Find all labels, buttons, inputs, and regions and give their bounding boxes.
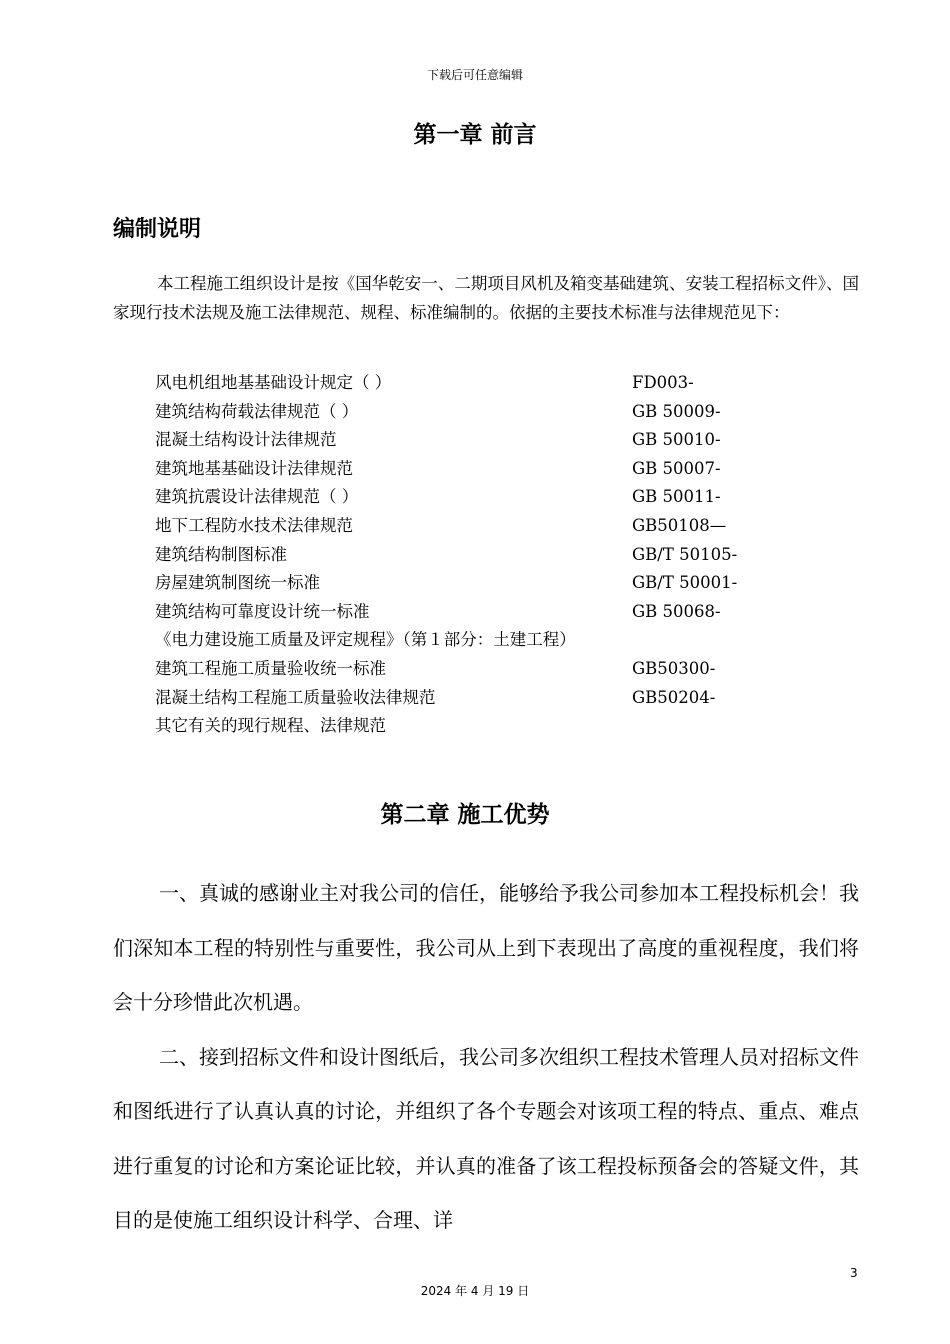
standard-code: GB 50010- (632, 430, 721, 450)
standard-row (155, 712, 855, 741)
standard-code: GB 50068- (632, 601, 721, 621)
standard-name: 地下工程防水技术法律规范 (155, 515, 353, 535)
standard-code: GB50300- (632, 658, 716, 678)
standard-name: 风电机组地基基础设计规定（ ） (155, 373, 392, 392)
standard-row (155, 626, 855, 655)
standard-row (155, 655, 855, 684)
standard-name: 房屋建筑制图统一标准 (155, 573, 320, 593)
section-title: 编制说明 (113, 217, 202, 242)
standard-code: GB50108— (632, 515, 727, 535)
standard-name: 《电力建设施工质量及评定规程》（第１部分：土建工程） (155, 630, 576, 650)
standard-name: 建筑抗震设计法律规范（ ） (155, 487, 359, 507)
standard-name: 建筑结构制图标准 (155, 544, 287, 564)
standard-row (155, 369, 855, 398)
standard-code: GB 50007- (632, 458, 721, 478)
chapter-2-body (113, 866, 859, 1248)
page-header-note: 下载后可任意编辑 (426, 68, 523, 82)
page-number: 3 (850, 1266, 858, 1280)
standard-row (155, 541, 855, 570)
standard-name: 建筑工程施工质量验收统一标准 (155, 658, 386, 678)
standard-name: 混凝土结构设计法律规范 (155, 430, 337, 450)
standard-name: 混凝土结构工程施工质量验收法律规范 (155, 687, 436, 707)
footer-date: 2024 年 4 月 19 日 (420, 1284, 530, 1298)
standards-list (155, 369, 855, 741)
standard-row (155, 684, 855, 713)
body-paragraph-1: 一、真诚的感谢业主对我公司的信任，能够给予我公司参加本工程投标机会！我们深知本工程的特别性与重要性，我公司从上到下表现出了高度的重视程度，我们将会十分珍惜此次机遇。 (113, 881, 859, 1014)
intro-paragraph: 本工程施工组织设计是按《国华乾安一、二期项目风机及箱变基础建筑、安装工程招标文件》、国家现行技术法规及施工法律规范、规程、标准编制的。依据的主要技术标准与法律规范见下： (113, 274, 859, 322)
standard-code: GB/T 50001- (632, 573, 738, 593)
standard-code: GB/T 50105- (632, 544, 738, 564)
standard-row (155, 598, 855, 627)
chapter-2-title: 第二章 施工优势 (380, 802, 550, 828)
standard-name: 建筑结构可靠度设计统一标准 (155, 601, 370, 621)
standard-row (155, 455, 855, 484)
standard-row (155, 569, 855, 598)
standard-row (155, 398, 855, 427)
standard-name: 其它有关的现行规程、法律规范 (155, 716, 386, 736)
standard-code: GB 50009- (632, 401, 721, 421)
standard-code: FD003- (632, 373, 694, 392)
chapter-1-title: 第一章 前言 (413, 122, 537, 148)
standard-row (155, 483, 855, 512)
standard-name: 建筑地基基础设计法律规范 (155, 458, 353, 478)
standard-row (155, 512, 855, 541)
standard-code: GB50204- (632, 687, 716, 707)
standard-row (155, 426, 855, 455)
standard-code: GB 50011- (632, 487, 721, 507)
body-paragraph-2: 二、接到招标文件和设计图纸后，我公司多次组织工程技术管理人员对招标文件和图纸进行了认真认真的讨论，并组织了各个专题会对该项工程的特点、重点、难点进行重复的讨论和方案论证比较，并认真的准备了该工程投标预备会的答疑文件，其目的是使施工组织设计科学、合理、详 (113, 1044, 859, 1232)
standard-name: 建筑结构荷载法律规范（ ） (155, 401, 359, 421)
